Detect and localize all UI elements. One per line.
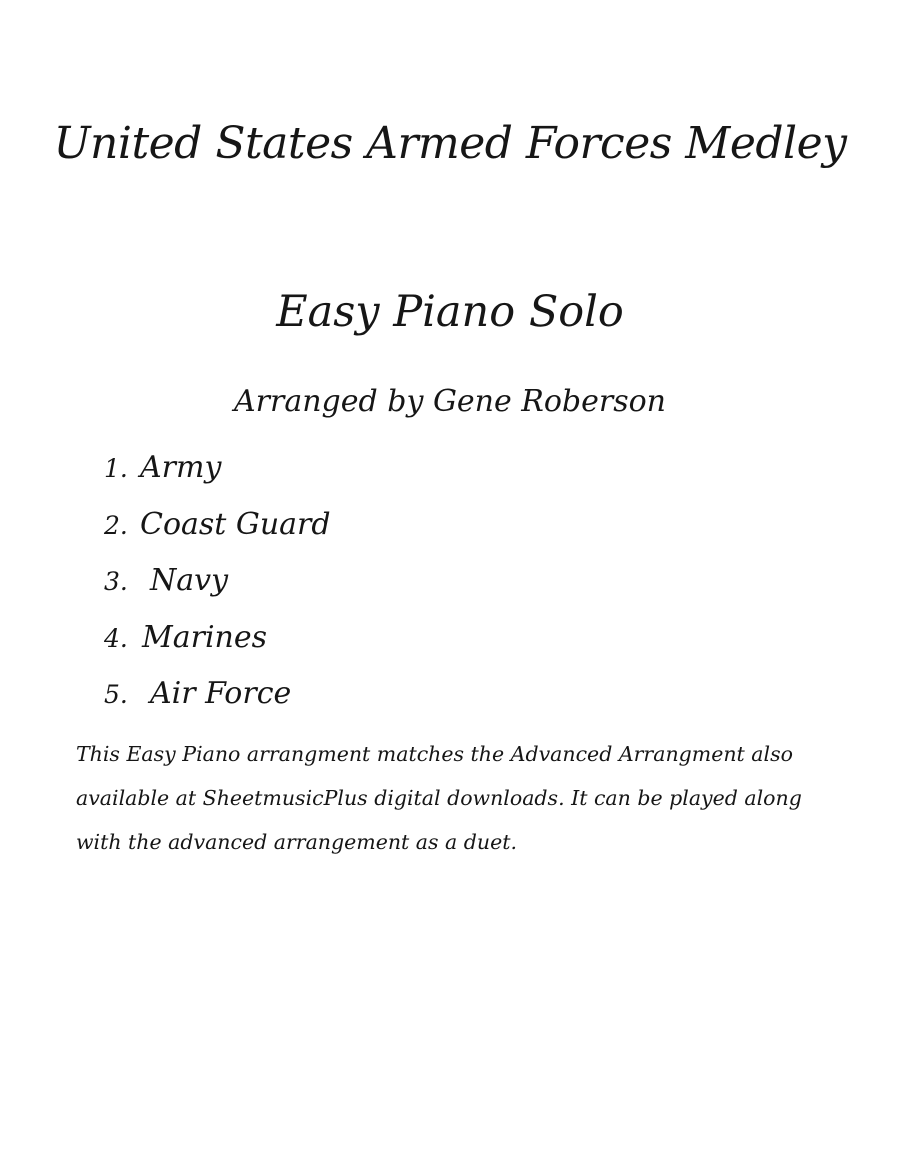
piece-name: Marines <box>142 619 268 655</box>
piece-item-army <box>104 446 331 503</box>
piece-number: 5. <box>104 680 128 709</box>
piece-item-navy <box>104 559 331 616</box>
note-line: with the advanced arrangement as a duet. <box>76 830 517 854</box>
piece-number: 2. <box>104 510 128 540</box>
arranger-credit: Arranged by Gene Roberson <box>234 384 666 419</box>
note-line: available at SheetmusicPlus digital downloads. It can be played along <box>76 786 802 810</box>
document-title: United States Armed Forces Medley <box>53 118 847 169</box>
piece-item-air-force <box>104 672 331 729</box>
piece-item-marines <box>104 616 331 673</box>
piece-number: 3. <box>104 567 128 596</box>
piece-name: Army <box>140 450 222 485</box>
piece-number: 1. <box>104 454 128 483</box>
piece-name: Air Force <box>150 676 292 711</box>
arrangement-note <box>76 732 846 864</box>
note-line: This Easy Piano arrangment matches the Advanced Arrangment also <box>76 742 793 766</box>
piece-name: Coast Guard <box>140 506 331 542</box>
piece-item-coast-guard <box>104 503 331 560</box>
document-subtitle: Easy Piano Solo <box>276 287 624 337</box>
piece-name: Navy <box>150 563 229 598</box>
piece-number: 4. <box>104 623 128 653</box>
medley-piece-list <box>104 446 331 729</box>
